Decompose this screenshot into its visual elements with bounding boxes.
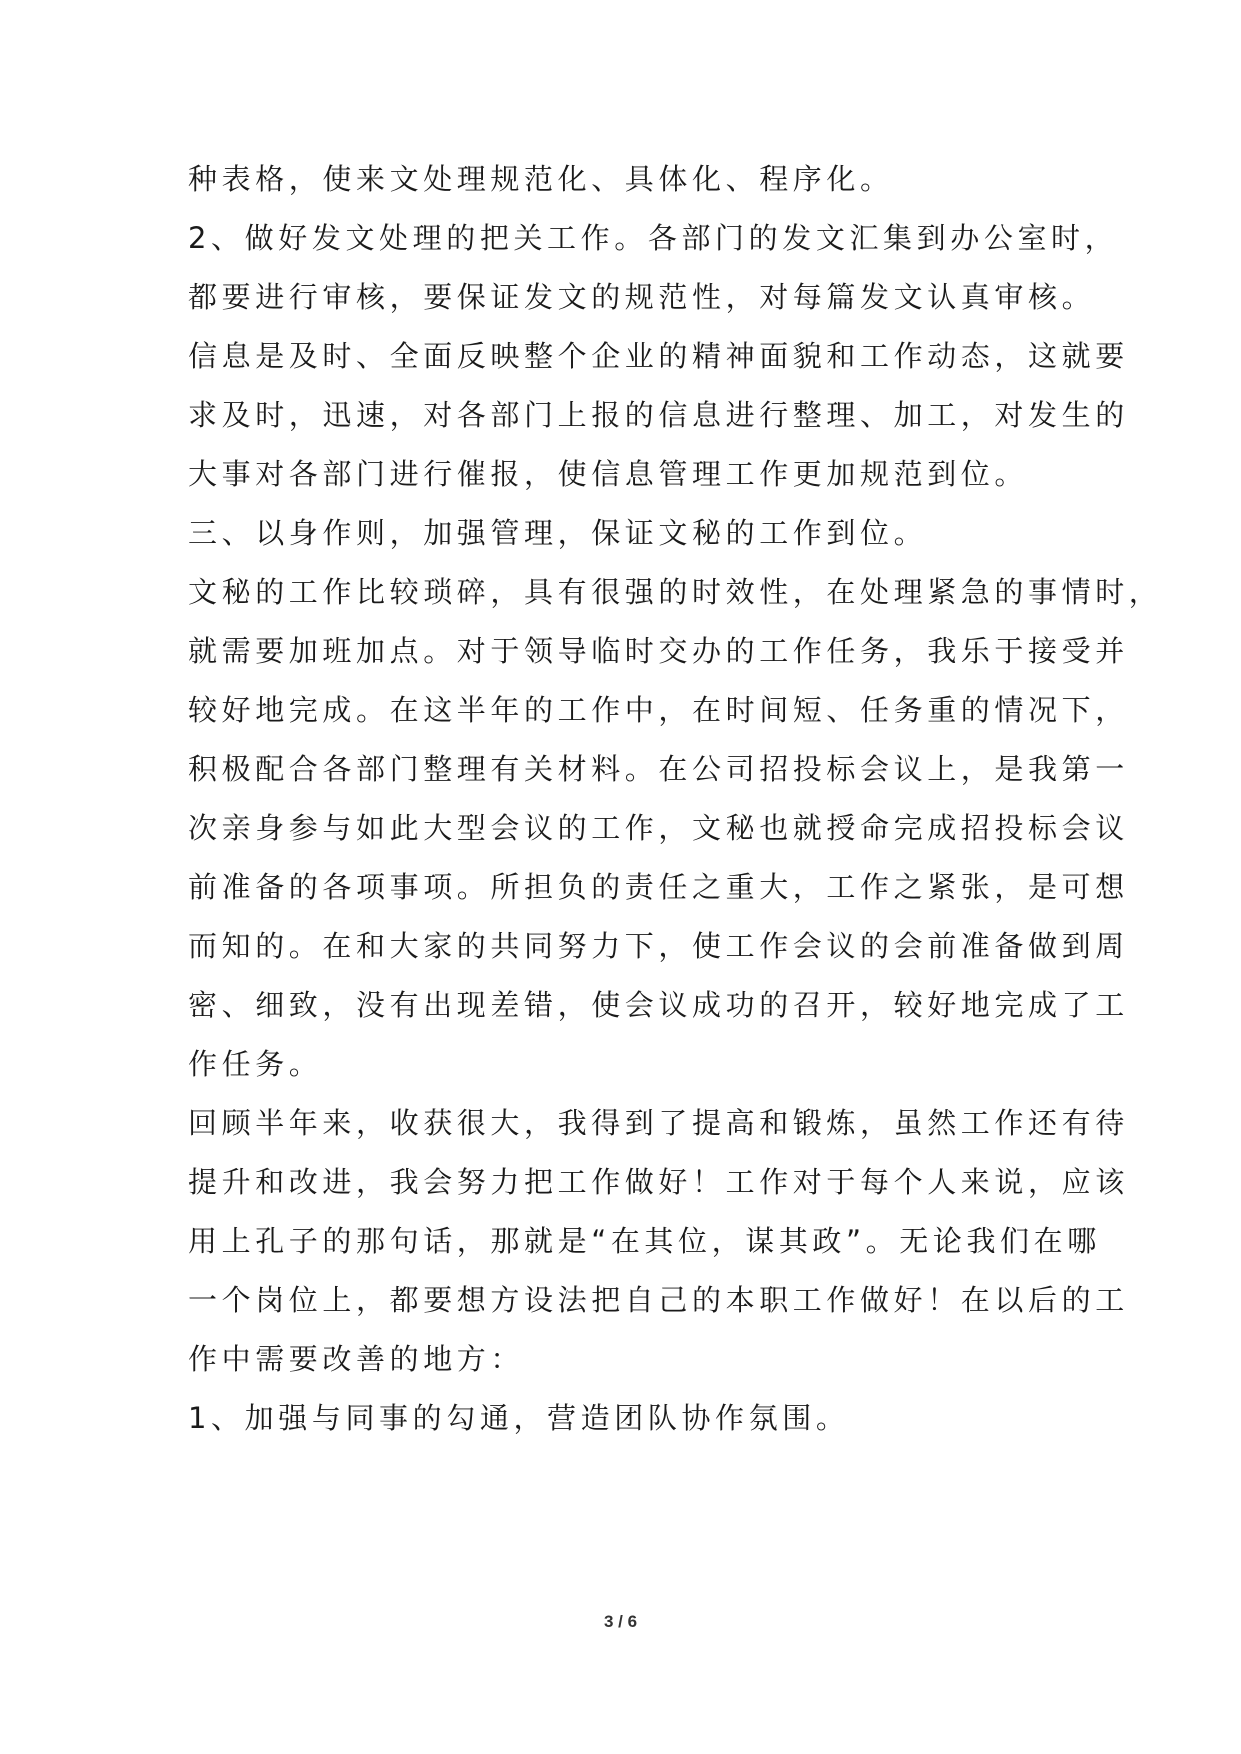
text-line: 前准备的各项事项。所担负的责任之重大，工作之紧张，是可想 xyxy=(188,870,1129,904)
text-line: 种表格，使来文处理规范化、具体化、程序化。 xyxy=(188,162,894,196)
text-line: 积极配合各部门整理有关材料。在公司招投标会议上，是我第一 xyxy=(188,752,1129,786)
section-heading: 三、以身作则，加强管理，保证文秘的工作到位。 xyxy=(188,516,928,550)
text-line: 大事对各部门进行催报，使信息管理工作更加规范到位。 xyxy=(188,457,1029,491)
text-line: 信息是及时、全面反映整个企业的精神面貌和工作动态，这就要 xyxy=(188,339,1129,373)
text-line: 次亲身参与如此大型会议的工作，文秘也就授命完成招投标会议 xyxy=(188,811,1129,845)
text-line: 用上孔子的那句话，那就是“在其位，谋其政”。无论我们在哪 xyxy=(188,1224,1101,1258)
text-line: 而知的。在和大家的共同努力下，使工作会议的会前准备做到周 xyxy=(188,929,1129,963)
text-line: 2、做好发文处理的把关工作。各部门的发文汇集到办公室时， xyxy=(188,221,1119,255)
document-body xyxy=(188,150,1163,1448)
text-line: 就需要加班加点。对于领导临时交办的工作任务，我乐于接受并 xyxy=(188,634,1129,668)
text-line: 文秘的工作比较琐碎，具有很强的时效性，在处理紧急的事情时， xyxy=(188,575,1163,609)
text-line: 提升和改进，我会努力把工作做好！工作对于每个人来说，应该 xyxy=(188,1165,1129,1199)
list-item: 1、加强与同事的勾通，营造团队协作氛围。 xyxy=(188,1401,850,1435)
page-number: 3 / 6 xyxy=(603,1612,638,1631)
text-line: 密、细致，没有出现差错，使会议成功的召开，较好地完成了工 xyxy=(188,988,1129,1022)
text-line: 一个岗位上，都要想方设法把自己的本职工作做好！在以后的工 xyxy=(188,1283,1129,1317)
text-line: 作中需要改善的地方： xyxy=(188,1342,525,1376)
text-line: 作任务。 xyxy=(188,1047,323,1081)
text-line: 回顾半年来，收获很大，我得到了提高和锻炼，虽然工作还有待 xyxy=(188,1106,1129,1140)
text-line: 都要进行审核，要保证发文的规范性，对每篇发文认真审核。 xyxy=(188,280,1096,314)
text-line: 求及时，迅速，对各部门上报的信息进行整理、加工，对发生的 xyxy=(188,398,1129,432)
text-line: 较好地完成。在这半年的工作中，在时间短、任务重的情况下， xyxy=(188,693,1129,727)
